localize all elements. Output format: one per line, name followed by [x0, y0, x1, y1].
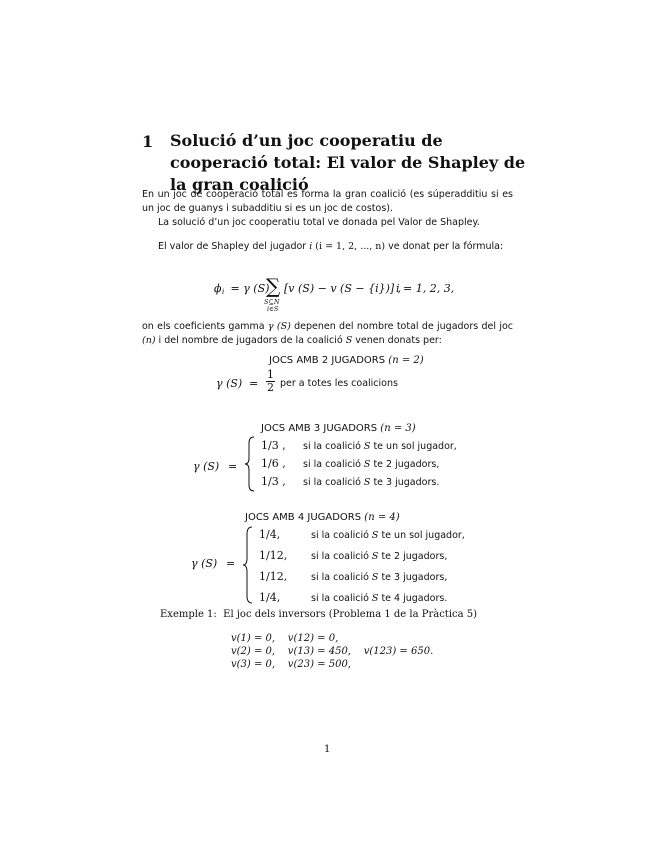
section-title: Solució d’un joc cooperatiu de cooperació total: El valor de Shapley de la gran coalició — [170, 131, 526, 194]
heading-4-players — [245, 512, 400, 523]
summation-under-2: i∈S — [267, 305, 279, 313]
formula-intro-before: El valor de Shapley del jugador — [158, 241, 310, 252]
case4-brace — [242, 526, 254, 604]
case-condition-pre: si la coalició — [311, 551, 372, 562]
example-line: v(3) = 0, v(23) = 500, — [231, 659, 351, 670]
heading-3-players — [261, 423, 416, 434]
case-condition-pre: si la coalició — [311, 572, 372, 583]
example-values — [231, 632, 433, 671]
gamma-text-d: venen donats per: — [352, 335, 442, 346]
gamma-symbol: γ (S) — [267, 321, 291, 332]
paragraph-formula-intro — [142, 240, 513, 254]
case-value: 1/3 , — [261, 439, 286, 452]
case-condition-post: te un sol jugador, — [370, 441, 457, 452]
case-row — [259, 591, 447, 604]
n-symbol: (n) — [142, 335, 156, 346]
summation-sign: ∑ — [266, 274, 281, 298]
case-row — [261, 475, 439, 488]
case-condition-s: S — [371, 572, 379, 583]
case3-lhs: γ (S) — [193, 460, 220, 473]
s-symbol: S — [345, 335, 353, 346]
case-condition-post: te 3 jugadors, — [378, 572, 448, 583]
case-condition-post: te 2 jugadors, — [378, 551, 448, 562]
formula-phi-subscript: i — [222, 288, 225, 296]
case-condition-s: S — [363, 477, 371, 488]
case-row — [261, 457, 439, 470]
formula-gamma: = γ (S) — [227, 282, 273, 295]
example-line: v(2) = 0, v(13) = 450, v(123) = 650. — [231, 646, 434, 657]
case-value: 1/12, — [259, 549, 288, 562]
case-condition-s: S — [363, 441, 371, 452]
case2-equals: = — [249, 377, 259, 390]
gamma-text-b: depenen del nombre total de jugadors del joc — [290, 321, 513, 332]
player-variable: i — [309, 241, 313, 252]
case4-equals: = — [226, 557, 236, 570]
formula-phi: ϕ — [214, 282, 222, 295]
case-row — [259, 570, 447, 583]
case2-lhs: γ (S) — [216, 377, 243, 390]
case-condition-pre: si la coalició — [303, 459, 364, 470]
paragraph-gamma-coefficients — [142, 320, 513, 348]
heading-3-condition: (n = 3) — [380, 423, 416, 434]
heading-3-label: JOCS AMB 3 JUGADORS — [261, 423, 378, 434]
example-line: v(1) = 0, v(12) = 0, — [231, 633, 339, 644]
fraction-denominator: 2 — [267, 381, 274, 394]
case-condition-post: te 3 jugadors. — [370, 477, 440, 488]
case-value: 1/4, — [259, 591, 281, 604]
heading-2-label: JOCS AMB 2 JUGADORS — [269, 355, 386, 366]
section-number: 1 — [142, 132, 154, 151]
paragraph-intro: En un joc de cooperació total es forma la gran coalició (es súperadditiu si es un joc de guanys i subadditiu si es un joc de costos). — [142, 189, 513, 214]
case-condition-pre: si la coalició — [311, 530, 372, 541]
heading-4-condition: (n = 4) — [364, 512, 400, 523]
case3-brace — [244, 436, 256, 492]
fraction-numerator: 1 — [267, 368, 274, 381]
page-number: 1 — [324, 744, 331, 755]
gamma-text-c: i del nombre de jugadors de la coalició — [155, 335, 346, 346]
case-condition-s: S — [371, 593, 379, 604]
case-condition-post: te un sol jugador, — [378, 530, 465, 541]
paragraph-shapley-solution: La solució d’un joc cooperatiu total ve donada pel Valor de Shapley. — [158, 217, 480, 228]
case-condition-pre: si la coalició — [311, 593, 372, 604]
heading-4-label: JOCS AMB 4 JUGADORS — [245, 512, 362, 523]
case-value: 1/6 , — [261, 457, 286, 470]
case-value: 1/12, — [259, 570, 288, 583]
formula-intro-after: ve donat per la fórmula: — [388, 241, 504, 252]
case-value: 1/3 , — [261, 475, 286, 488]
gamma-text-a: on els coeficients gamma — [142, 321, 268, 332]
case-condition-s: S — [371, 551, 379, 562]
heading-2-condition: (n = 2) — [388, 355, 424, 366]
case4-lhs: γ (S) — [191, 557, 218, 570]
case-condition-pre: si la coalició — [303, 477, 364, 488]
case3-equals: = — [228, 460, 238, 473]
case-row — [261, 439, 457, 452]
case-condition-s: S — [363, 459, 371, 470]
case-condition-post: te 2 jugadors, — [370, 459, 440, 470]
case-row — [259, 528, 465, 541]
heading-2-players — [269, 355, 424, 366]
formula-bracket-term: [v (S) − v (S − {i})] , — [284, 282, 402, 295]
case-value: 1/4, — [259, 528, 281, 541]
case-condition-pre: si la coalició — [303, 441, 364, 452]
example-title: El joc dels inversors (Problema 1 de la Pràctica 5) — [223, 609, 478, 620]
example-heading — [160, 609, 477, 620]
case-condition-post: te 4 jugadors. — [378, 593, 448, 604]
case2-fraction — [266, 369, 275, 394]
player-range: (i = 1, 2, ..., n) — [312, 241, 389, 252]
example-label: Exemple 1: — [160, 609, 217, 620]
shapley-formula — [214, 276, 474, 316]
case-row — [259, 549, 447, 562]
case2-text: per a totes les coalicions — [280, 378, 398, 389]
formula-condition: i = 1, 2, 3, — [396, 282, 455, 295]
summation-under-1: S⊆N — [264, 298, 280, 306]
case-condition-s: S — [371, 530, 379, 541]
